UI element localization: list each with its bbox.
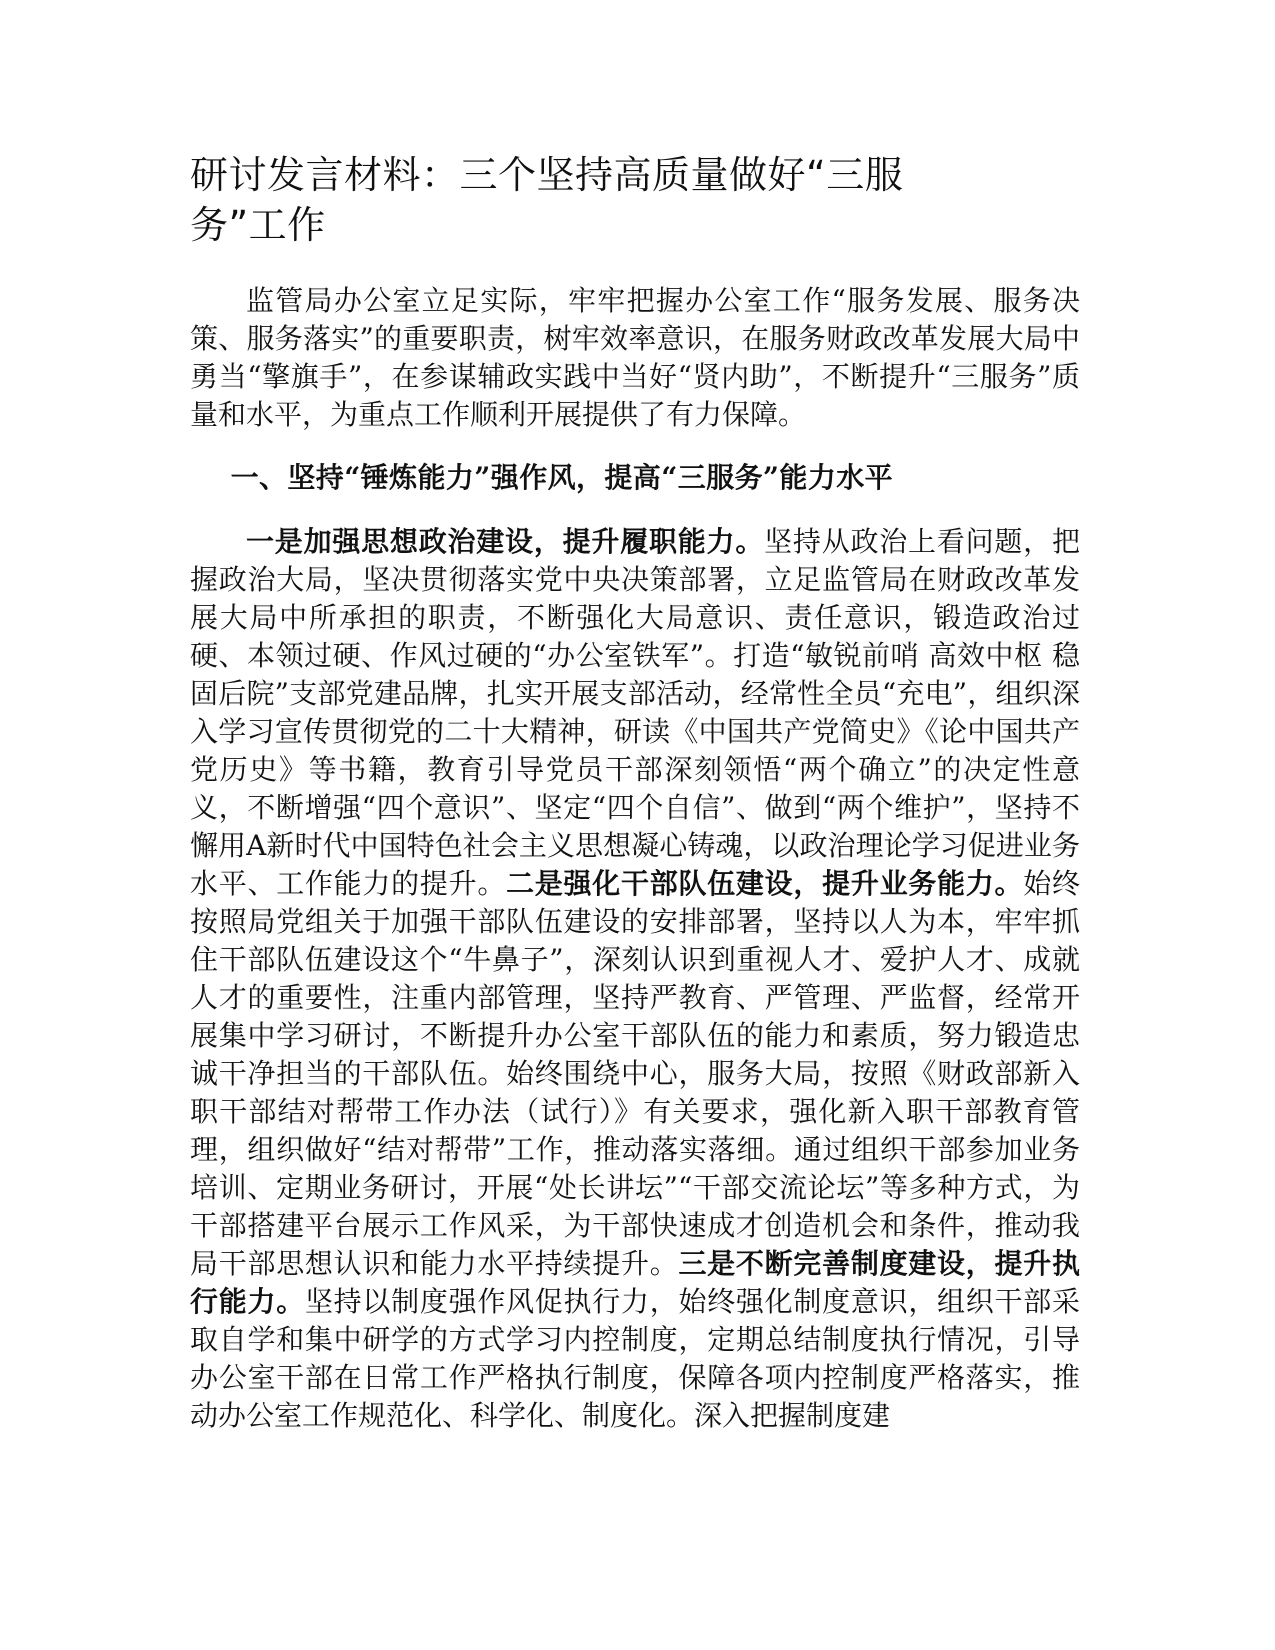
section-heading: 一、坚持“锤炼能力”强作风，提高“三服务”能力水平 — [230, 461, 894, 494]
point-text-2: 始终按照局党组关于加强干部队伍建设的安排部署，坚持以人为本，牢牢抓住干部队伍建设这个“牛鼻子”，深刻认识到重视人才、爱护人才、成就人才的重要性，注重内部管理，坚持严教育、严管理、严监督，经常开展集中学习研讨，不断提升办公室干部队伍的能力和素质，努力锻造忠诚干净担当的干部队伍。始终围绕中心，服务大局，按照《财政部新入职干部结对帮带工作办法（试行）》有关要求，强化新入职干部教育管理，组织做好“结对帮带”工作，推动落实落细。通过组织干部参加业务培训、定期业务研讨，开展“处长讲坛”“干部交流论坛”等多种方式，为干部搭建平台展示工作风采，为干部快速成才创造机会和条件，推动我局干部思想认识和能力水平持续提升。 — [190, 867, 1080, 1280]
point-text-3: 坚持以制度强作风促执行力，始终强化制度意识，组织干部采取自学和集中研学的方式学习内控制度，定期总结制度执行情况，引导办公室干部在日常工作严格执行制度，保障各项内控制度严格落实，推动办公室工作规范化、科学化、制度化。深入把握制度建 — [190, 1285, 1080, 1432]
intro-paragraph: 监管局办公室立足实际，牢牢把握办公室工作“服务发展、服务决策、服务落实”的重要职责，树牢效率意识，在服务财政改革发展大局中勇当“擎旗手”，在参谋辅政实践中当好“贤内助”，不断提升“三服务”质量和水平，为重点工作顺利开展提供了有力保障。 — [190, 284, 1080, 431]
body-paragraph — [190, 523, 1080, 1435]
point-lead-2: 二是强化干部队伍建设，提升业务能力。 — [506, 867, 1024, 900]
point-lead-3: 三是不断完善制度建设，提升执行能力。 — [190, 1247, 1080, 1318]
point-text-1: 坚持从政治上看问题，把握政治大局，坚决贯彻落实党中央决策部署，立足监管局在财政改革发展大局中所承担的职责，不断强化大局意识、责任意识，锻造政治过硬、本领过硬、作风过硬的“办公室铁军”。打造“敏锐前哨 高效中枢 稳固后院”支部党建品牌，扎实开展支部活动，经常性全员“充电”，组织深入学习宣传贯彻党的二十大精神，研读《中国共产党简史》《论中国共产党历史》等书籍，教育引导党员干部深刻领悟“两个确立”的决定性意义，不断增强“四个意识”、坚定“四个自信”、做到“两个维护”，坚持不懈用A新时代中国特色社会主义思想凝心铸魂，以政治理论学习促进业务水平、工作能力的提升。 — [190, 525, 1080, 900]
document-page — [190, 150, 1080, 1435]
document-title: 研讨发言材料：三个坚持高质量做好“三服务”工作 — [190, 153, 904, 247]
point-lead-1: 一是加强思想政治建设，提升履职能力。 — [246, 525, 765, 558]
